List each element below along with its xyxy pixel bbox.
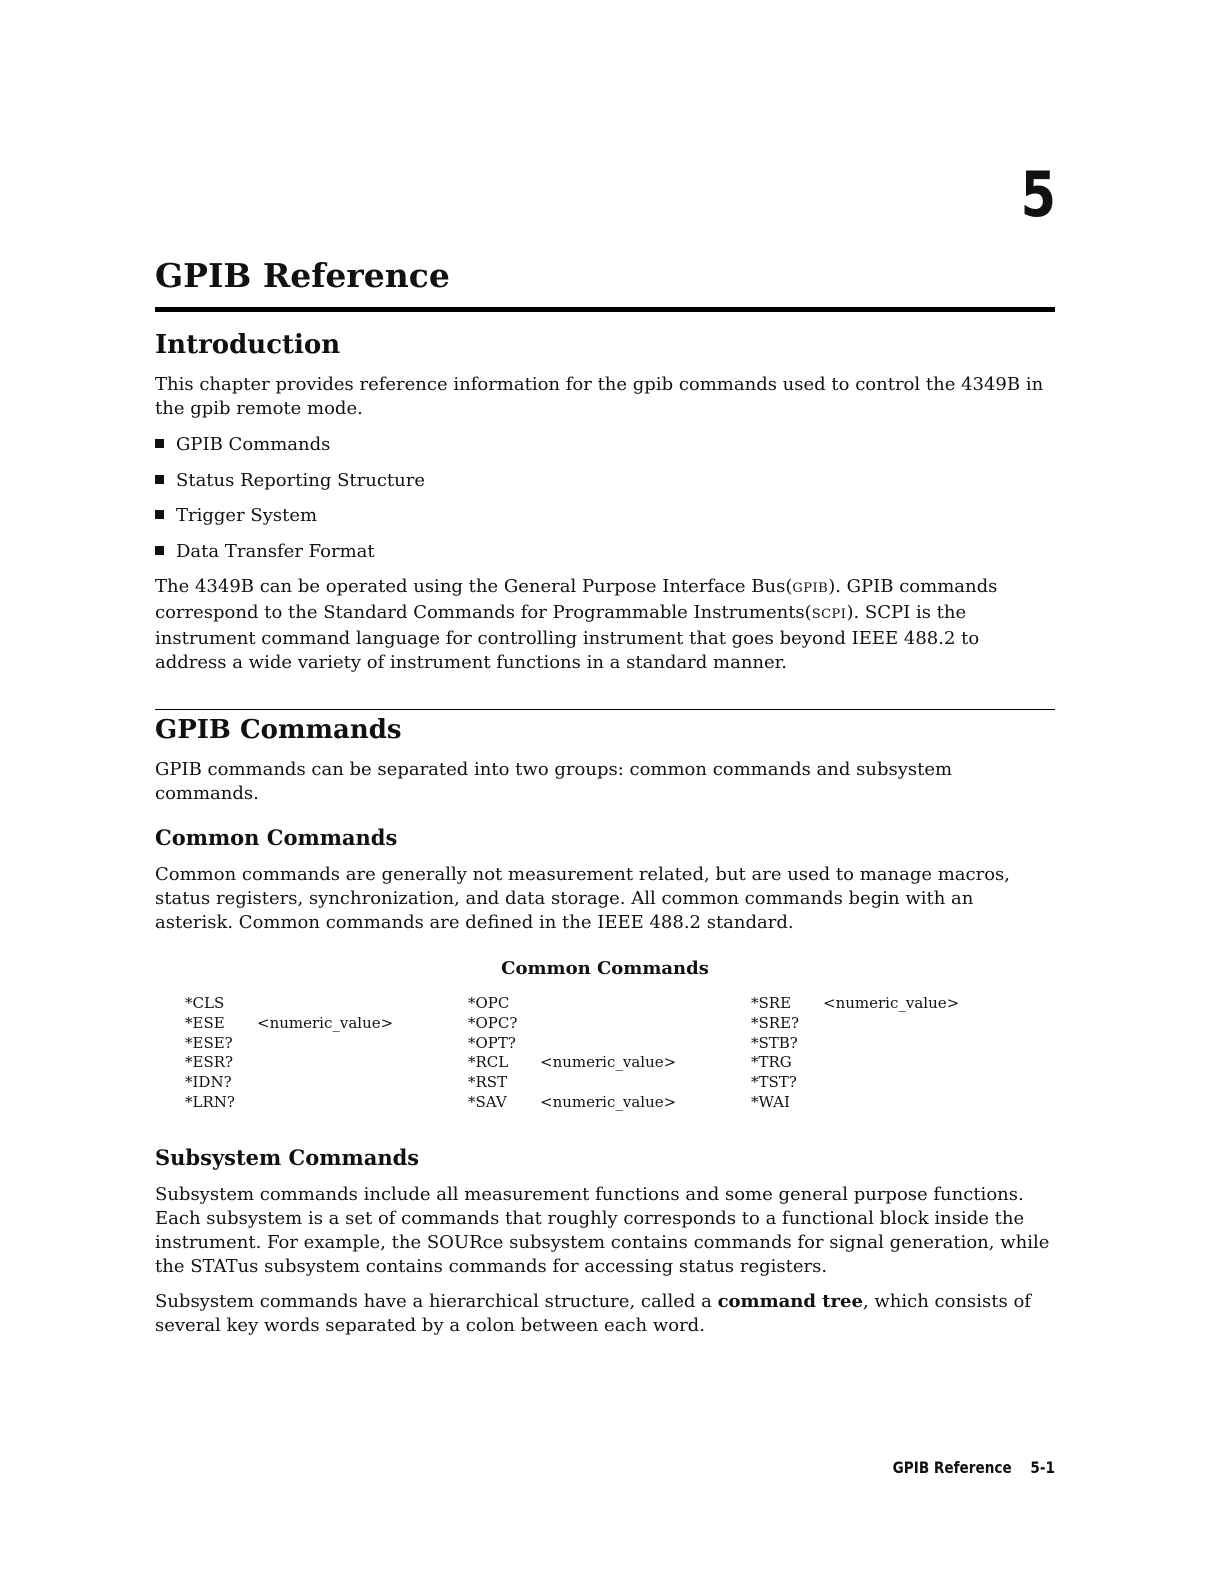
common-commands-heading: Common Commands <box>155 825 398 850</box>
command-column <box>185 994 393 1113</box>
bullet-item: Data Transfer Format <box>155 540 375 564</box>
bullet-item: GPIB Commands <box>155 433 330 457</box>
chapter-number: 5 <box>1020 158 1055 231</box>
chapter-title: GPIB Reference <box>155 256 450 295</box>
command-row: *SRE? <box>751 1013 800 1032</box>
command-row: *OPC <box>468 994 510 1012</box>
gpib-commands-paragraph: GPIB commands can be separated into two groups: common commands and subsystem commands. <box>155 759 953 804</box>
common-commands-table-title: Common Commands <box>501 958 709 979</box>
command-row: *LRN? <box>185 1092 235 1111</box>
bullet-item: Status Reporting Structure <box>155 469 425 493</box>
gpib-commands-heading: GPIB Commands <box>155 715 402 745</box>
command-row: *OPT? <box>468 1033 516 1052</box>
subsystem-commands-heading: Subsystem Commands <box>155 1145 420 1170</box>
bullet-item: Trigger System <box>155 504 317 528</box>
command-row: *TRG <box>751 1053 792 1072</box>
command-row: *CLS <box>185 994 225 1012</box>
introduction-heading: Introduction <box>155 330 341 360</box>
command-row: *TST? <box>751 1073 797 1092</box>
command-row: *SRE <numeric_value> <box>751 994 960 1012</box>
command-row: *ESR? <box>185 1053 234 1072</box>
title-rule <box>155 307 1055 312</box>
gpib-description-paragraph: The 4349B can be operated using the General Purpose Interface Bus(GPIB). GPIB commands correspond to the Standard Commands for Programmable Instruments(SCPI). SCPI is the instrument command language for controlling instrument that goes beyond IEEE 488.2 to address a wide variety of instrument functions in a standard manner. <box>155 576 998 673</box>
bullet-square-icon <box>155 475 164 484</box>
subsystem-commands-paragraph: Subsystem commands include all measurement functions and some general purpose functions. Each subsystem is a set of commands that roughly corresponds to a functional block inside the instrument. For example, the SOURce subsystem contains commands for signal generation, while the STATus subsystem contains commands for accessing status registers. <box>155 1184 1050 1277</box>
page-footer <box>893 1458 1055 1477</box>
common-commands-paragraph: Common commands are generally not measurement related, but are used to manage macros, status registers, synchronization, and data storage. All common commands begin with an asterisk. Common commands are defined in the IEEE 488.2 standard. <box>155 864 1011 933</box>
command-row: *ESE <numeric_value> <box>185 1013 394 1032</box>
bullet-square-icon <box>155 546 164 555</box>
command-row: *WAI <box>751 1092 790 1111</box>
command-column <box>468 994 676 1113</box>
command-row: *RST <box>468 1073 508 1092</box>
footer-title: GPIB Reference <box>892 1458 1012 1477</box>
command-row: *IDN? <box>185 1073 232 1092</box>
page-number: 5-1 <box>1030 1458 1055 1477</box>
command-row: *ESE? <box>185 1033 233 1052</box>
bullet-square-icon <box>155 439 164 448</box>
command-row: *STB? <box>751 1033 798 1052</box>
command-row: *OPC? <box>468 1013 518 1032</box>
introduction-paragraph: This chapter provides reference information for the gpib commands used to control the 4349B in the gpib remote mode. <box>155 374 1044 419</box>
bullet-square-icon <box>155 510 164 519</box>
command-row: *SAV <numeric_value> <box>468 1092 677 1111</box>
command-row: *RCL <numeric_value> <box>468 1053 677 1072</box>
command-tree-paragraph: Subsystem commands have a hierarchical structure, called a command tree, which consists of several key words separated by a colon between each word. <box>155 1291 1031 1336</box>
section-rule <box>155 709 1055 710</box>
command-column <box>751 994 959 1113</box>
